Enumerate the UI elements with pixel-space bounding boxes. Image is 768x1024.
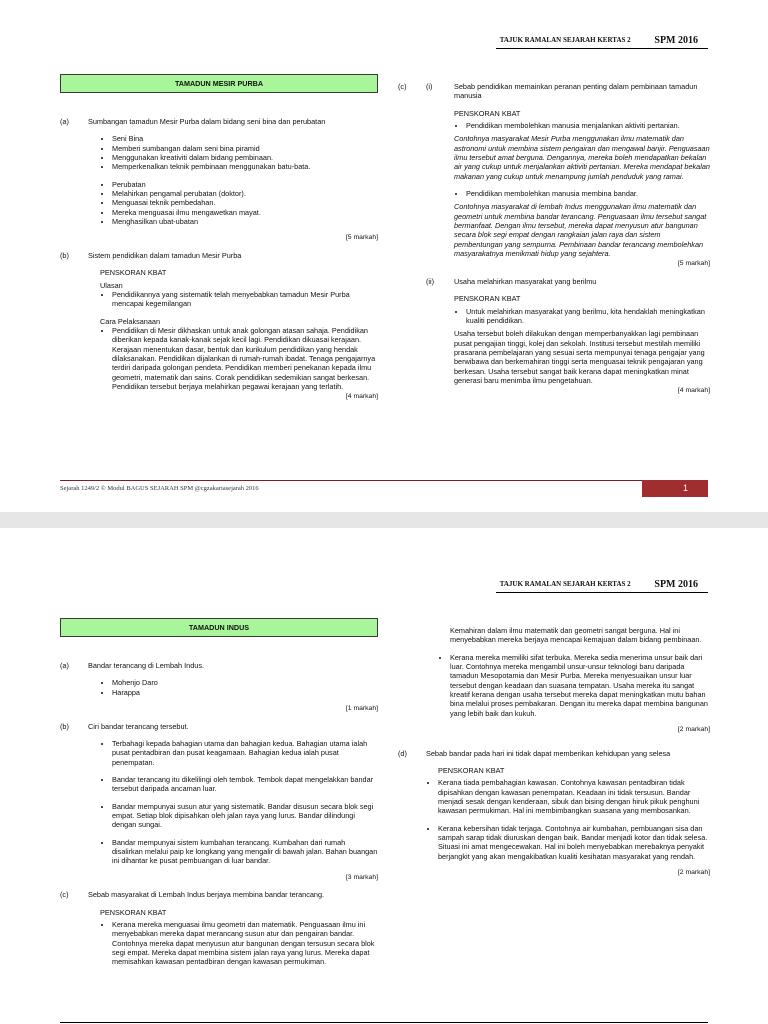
- question-b: (b) Sistem pendidikan dalam tamadun Mesir Purba: [60, 250, 242, 260]
- header-rule: [496, 592, 708, 593]
- question-c: (c) Sebab masyarakat di Lembah Indus berjaya membina bandar terancang.: [60, 890, 325, 900]
- marks: [5 markah]: [677, 260, 710, 268]
- page-2: [0, 528, 768, 1024]
- footer-rule: [60, 480, 708, 481]
- section-title: TAMADUN MESIR PURBA: [60, 74, 378, 93]
- page-header: TAJUK RAMALAN SEJARAH KERTAS 2 SPM 2016: [499, 579, 698, 590]
- page-header: [500, 34, 698, 45]
- question-d: (d) Sebab bandar pada hari ini tidak dapat memberikan kehidupan yang selesa: [398, 748, 671, 758]
- question-a: (a) Sumbangan tamadun Mesir Purba dalam bidang seni bina dan perubatan: [60, 117, 326, 126]
- footer-rule: [60, 1022, 708, 1023]
- right-column: (c) (i) Sebab pendidikan memainkan peranan penting dalam pembinaan tamadun manusia PENSKORAN KBAT • Pendidikan membolehkan manusia menjalankan aktiviti pertanian. Contohnya masyarakat Mesir Purba menggunakan ilmu matematik dan astronomi untuk membina sistem pengairan dan mengawal banjir. Penguasaan ilmu tersebut amat berguna. Dengannya, mereka boleh mendapatkan bekalan air yang cukup untuk menjalankan aktiviti pertanian. Mereka mendapat bekalan makanan yang cukup untuk menampung jumlah penduduk yang ramai. • Pendidikan membolehkan manusia membina bandar. Contohnya masyarakat di lembah Indus menggunakan ilmu matematik dan geometri untuk membina bandar terancang. Penguasaan ilmu tersebut sangat bermanfaat. Dengan ilmu tersebut, mereka dapat menyusun atur bangunan secara blok segi empat dengan rangkaian jalan raya dan sistem pembentungan yang sempurna. Pembinaan bandar terancang membolehkan masyarakatnya menikmati hidup yang sejahtera. [5 markah] (ii) Usaha melahirkan masyarakat yang berilmu PENSKORAN KBAT • Untuk melahirkan masyarakat yang berilmu, kita hendaklah meningkatkan kualiti pendidikan. Usaha tersebut boleh dilakukan dengan memperbanyakkan lagi pembinaan pusat pengajian tinggi, kolej dan sekolah. Institusi tersebut mestilah memiliki prasarana pembelajaran yang sesuai serta mempunyai tenaga pengajar yang berwibawa dan berkemahiran tinggi serta menguasai teknik pengajaran yang berkesan. Usaha tersebut sangat baik kerana dapat meningkatkan minat generasi baru menimba ilmu pengetahuan. [4 markah]: [398, 82, 710, 404]
- question-b: (b) Ciri bandar terancang tersebut.: [60, 721, 189, 731]
- header-title: TAJUK RAMALAN SEJARAH KERTAS 2: [499, 36, 631, 44]
- header-spm: SPM 2016: [654, 35, 698, 46]
- marks: [5 markah]: [345, 234, 378, 242]
- penskoran-label: PENSKORAN KBAT: [100, 268, 167, 278]
- header-rule: [496, 48, 708, 49]
- left-column: TAMADUN MESIR PURBA (a) Sumbangan tamadun Mesir Purba dalam bidang seni bina dan perubatan • Seni Bina • Memberi sumbangan dalam seni bina piramid • Menggunakan kreativiti dalam bidang pembinaan. • Memperkenalkan teknik pembinaan menggunakan batu-bata. • Perubatan • Melahirkan pengamal perubatan (doktor). • Menguasai teknik pembedahan. • Mereka menguasai ilmu mengawetkan mayat. • Menghasilkan ubat-ubatan [5 markah] (b) Sistem pendidikan dalam tamadun Mesir Purba PENSKORAN KBAT Ulasan • Pendidikannya yang sistematik telah menyebabkan tamadun Mesir Purba mencapai kegemilangan Cara Pelaksanaan • Pendidikan di Mesir dikhaskan untuk anak golongan atasan sahaja. Pendidikan diberikan kepada kanak-kanak sejak kecil lagi. Pendidikan dikuasai kerajaan. Kerajaan menentukan dasar, bentuk dan kurikulum pendidikan yang hendak dilaksanakan. Pendidikan dijalankan di rumah-rumah ibadat. Tenaga pengajarnya terdiri daripada golongan pendeta. Pendidikan memberi penekanan kepada ilmu geometri, matematik dan sains. Corak pendidikan sedemikian sangat berkesan. Pendidikan tersebut berjaya melahirkan pegawai kerajaan yang terlatih. [4 markah]: [60, 74, 378, 410]
- marks: [4 markah]: [345, 393, 378, 401]
- page-number: 1: [642, 480, 708, 497]
- perubatan-list: • Perubatan • Melahirkan pengamal perubatan (doktor). • Menguasai teknik pembedahan. • Mereka menguasai ilmu mengawetkan mayat. • Menghasilkan ubat-ubatan: [100, 180, 378, 227]
- question-c-i: (c) (i) Sebab pendidikan memainkan peranan penting dalam pembinaan tamadun manusia: [398, 82, 698, 101]
- footer-text: Sejarah 1249/2 © Modul BAGUS SEJARAH SPM @cgzakariasejarah 2016: [60, 485, 259, 492]
- question-c-ii: (ii) Usaha melahirkan masyarakat yang berilmu: [426, 276, 597, 286]
- question-a: (a) Bandar terancang di Lembah Indus.: [60, 661, 205, 670]
- seni-bina-list: • Seni Bina • Memberi sumbangan dalam seni bina piramid • Menggunakan kreativiti dalam bidang pembinaan. • Memperkenalkan teknik pembinaan menggunakan batu-bata.: [100, 134, 378, 171]
- right-column: Kemahiran dalam ilmu matematik dan geometri sangat berguna. Hal ini menyebabkan mereka berjaya mencapai kemajuan dalam bidang pembinaan. • Kerana mereka memiliki sifat terbuka. Mereka sedia menerima unsur baik dari luar. Contohnya mereka mengambil unsur-unsur teknologi baru daripada tamadun Mesopotamia dan Mesir Purba. Mereka menyesuaikan unsur luar tersebut dengan keadaan dan suasana tempatan. Usaha mereka itu sangat kreatif kerana dengan usaha tersebut mereka dapat meningkatkan mutu bahan bina melalui proses pembakaran. Dengan itu mereka dapat membina bangunan yang lebih baik dan kukuh. [2 markah] (d) Sebab bandar pada hari ini tidak dapat memberikan kehidupan yang selesa PENSKORAN KBAT • Kerana tiada pembahagian kawasan. Contohnya kawasan pentadbiran tidak dipisahkan dengan kawasan penempatan. Keadaan ini tidak tersusun. Bandar menjadi sesak dengan kenderaan, sibuk dan bising dengan hiruk pikuk penghuni kawasan permukiman. Hal ini membimbangkan suasana yang membosankan. • Kerana kebersihan tidak terjaga. Contohnya air kumbahan, pembuangan sisa dan sampah sarap tidak diuruskan dengan baik. Bandar menjadi kotor dan tidak selesa. Situasi ini amat mengecewakan. Hal ini boleh menyebabkan merebaknya penyakit berjangkit yang akan mengakibatkan kualiti kesihatan masyarakat yang rendah. [2 markah]: [398, 626, 710, 886]
- section-title: TAMADUN INDUS: [60, 618, 378, 637]
- left-column: TAMADUN INDUS (a) Bandar terancang di Lembah Indus. • Mohenjo Daro • Harappa [1 markah] (b) Ciri bandar terancang tersebut. • Terbahagi kepada bahagian utama dan bahagian kedua. Bahagian utama ialah pusat pentadbiran dan pusat keagamaan. Bahagian kedua ialah pusat penempatan. • Bandar terancang itu dikelilingi oleh tembok. Tembok dapat mengelakkan bandar tersebut daripada ancaman luar. • Bandar mempunyai susun atur yang sistematik. Bandar disusun secara blok segi empat. Setiap blok dipisahkan oleh jalan raya yang lurus. Bandar dilindungi dengan sungai. • Bandar mempunyai sistem kumbahan terancang. Kumbahan dari rumah disalirkan melalui paip ke longkang yang mengalir di bawah jalan. Bahan buangan ini dihantar ke pusat pembuangan di luar bandar. [3 markah] (c) Sebab masyarakat di Lembah Indus berjaya membina bandar terancang. PENSKORAN KBAT • Kerana mereka menguasai ilmu geometri dan matematik. Penguasaan ilmu ini menyebabkan mereka dapat merancang susun atur dan pengairan bandar. Contohnya mereka dapat menyusun atur bangunan dengan tersusun secara blok segi empat. Mereka dapat membina sistem jalan raya yang lurus. Mereka dapat memisahkan kawasan pentadbiran dengan kawasan permukiman.: [60, 618, 378, 975]
- marks: [4 markah]: [677, 387, 710, 395]
